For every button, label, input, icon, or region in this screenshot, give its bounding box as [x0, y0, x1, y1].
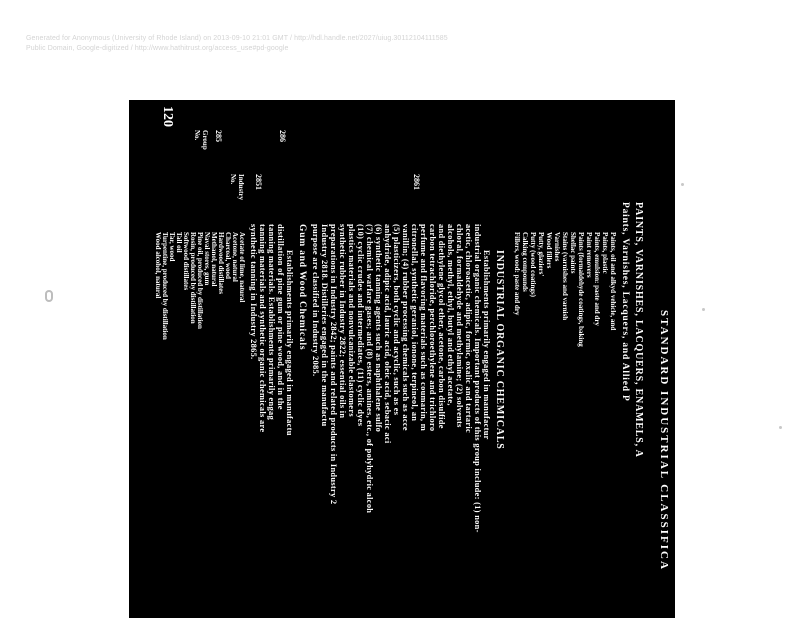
list-item: Varnishes	[553, 232, 561, 262]
list-item: Paints (formaldehyde coatings, baking	[577, 232, 585, 347]
scanned-sheet	[129, 100, 675, 618]
list-item: Pine oil, produced by distillation	[196, 232, 204, 329]
body-line: Establishments primarily engaged in manufactur	[482, 250, 491, 440]
scan-speck	[681, 183, 684, 186]
list-item: Putty (wood coatings)	[529, 232, 537, 297]
header-note-line-2: Public Domain, Google-digitized / http://www.hathitrust.org/access_use#pd-google	[26, 45, 289, 52]
list-item: Wood alcohol, natural	[154, 232, 162, 299]
industry-no-label	[229, 174, 245, 200]
list-item: Fillers, wood: paste and dry	[513, 232, 521, 316]
industry-code-2851: 2851	[254, 174, 263, 190]
binding-hole-mark	[45, 290, 53, 302]
body-line: industrial organic chemicals. Important products of this group include: (1) non-	[473, 224, 482, 533]
body-line: (5) plasticizers, both cyclic and acyclic, such as es	[392, 224, 401, 416]
body-line: preparations in Industry 2842; paints and related products in Industry 2	[329, 224, 338, 505]
list-item: Calking compounds	[521, 232, 529, 292]
body-line: synthetic tanning in Industry 2865.	[249, 224, 258, 360]
scan-speck	[702, 308, 705, 311]
body-line: tanning materials and synthetic organic chemicals are	[258, 224, 267, 433]
no-label: No.	[193, 130, 201, 141]
list-item: Acetone, natural	[231, 232, 239, 282]
list-item: Paint removers	[585, 232, 593, 278]
body-line: vanillin; (4) rubber processing chemicals such as acce	[401, 224, 410, 431]
page-number: 120	[160, 106, 175, 127]
list-item: Tar, wood	[168, 232, 176, 262]
body-line: perfume and flavoring materials such as coumarin, m	[419, 224, 428, 431]
body-line: carbon tetrachloride, perchloroethylene and trichloro	[428, 224, 437, 432]
body-line: purpose are classified in Industry 2085.	[311, 224, 320, 377]
paints-subtitle: Paints, Varnishes, Lacquers, and Allied P	[620, 202, 630, 402]
body-line: Industry 2818. Distilleries engaged in the manufactu	[320, 224, 329, 427]
list-item: Paints, plastic	[601, 232, 609, 274]
body-line: anhydride, adipic acid, lauric acid, oleic acid, sebacic aci	[383, 224, 392, 444]
body-line: citronellal, synthetic geraniol, ionone, terpineol, an	[410, 224, 419, 422]
list-item: Hardwood distillates	[217, 232, 225, 295]
header-note	[26, 34, 448, 54]
list-item: Putty, glaziers'	[537, 232, 545, 277]
list-item: Wood fillers	[545, 232, 553, 269]
gum-wood-chemicals-title: Gum and Wood Chemicals	[297, 224, 307, 351]
body-line: (7) chemical warfare gases; and (8) esters, amines, etc., of polyhydric alcoh	[365, 224, 374, 514]
list-item: Tall oil	[175, 232, 183, 253]
list-item: Softwood distillates	[182, 232, 190, 291]
organic-chemicals-title: INDUSTRIAL ORGANIC CHEMICALS	[494, 250, 505, 450]
industry-no-sub-label: No.	[229, 174, 237, 185]
industry-code-2861: 2861	[412, 174, 421, 190]
running-head: STANDARD INDUSTRIAL CLASSIFICA	[658, 310, 670, 571]
list-item: Paints, oil and alkyd vehicle, and	[609, 232, 617, 331]
group-code-285: 285	[214, 130, 223, 142]
list-item: Stains (varnishes and varnish	[561, 232, 569, 321]
list-item: Methanol, natural	[210, 232, 218, 287]
list-item: Paints, emulsion: paste and dry	[593, 232, 601, 326]
header-note-line-1: Generated for Anonymous (University of Rhode Island) on 2013-09-10 21:01 GMT / http://hdl.handle.net/2027/uiug.30112104111585	[26, 35, 448, 42]
list-item: Charcoal, wood	[224, 232, 232, 279]
group-label: Group	[201, 130, 209, 150]
list-item: Shellac paints	[569, 232, 577, 274]
body-line: distillation of pine gum or pine wood, and in the	[276, 224, 285, 410]
scan-speck	[779, 426, 782, 429]
body-line: Establishments primarily engaged in manufactu	[285, 250, 294, 436]
rotated-page-content	[129, 100, 675, 618]
body-line: (6) synthetic tanning agents such as naphthalene sulfo	[374, 224, 383, 433]
body-line: synthetic rubber in Industry 2822; essential oils in	[338, 224, 347, 419]
body-line: tanning materials. Establishments primarily engag	[267, 224, 276, 420]
body-line: and diethylene glycol ether, acetone, carbon disulfide	[437, 224, 446, 429]
list-item: Naval stores, gum	[203, 232, 211, 286]
body-line: acetic, chloroacetic, adipic, formic, oxalic and tartaric	[464, 224, 473, 434]
group-code-286: 286	[278, 130, 287, 142]
body-line: alcohols, methyl, ethyl, butyl and ethyl acetate,	[446, 224, 455, 406]
list-item: Acetate of lime, natural	[238, 232, 246, 303]
industry-label: Industry	[237, 174, 245, 201]
list-item: Turpentine, produced by distillation	[161, 232, 169, 340]
list-item: Rosin, produced by distillation	[189, 232, 197, 324]
paints-section-title: PAINTS, VARNISHES, LACQUERS, ENAMELS, A	[633, 202, 644, 458]
group-no-label	[193, 130, 209, 150]
body-line: (10) cyclic crudes and intermediates, (11) cyclic dyes	[356, 224, 365, 427]
body-line: chloral, formaldehyde and methylamine; (2) solvents	[455, 224, 464, 428]
body-line: plastics materials and nonvulcanizable elastomers	[347, 224, 356, 417]
